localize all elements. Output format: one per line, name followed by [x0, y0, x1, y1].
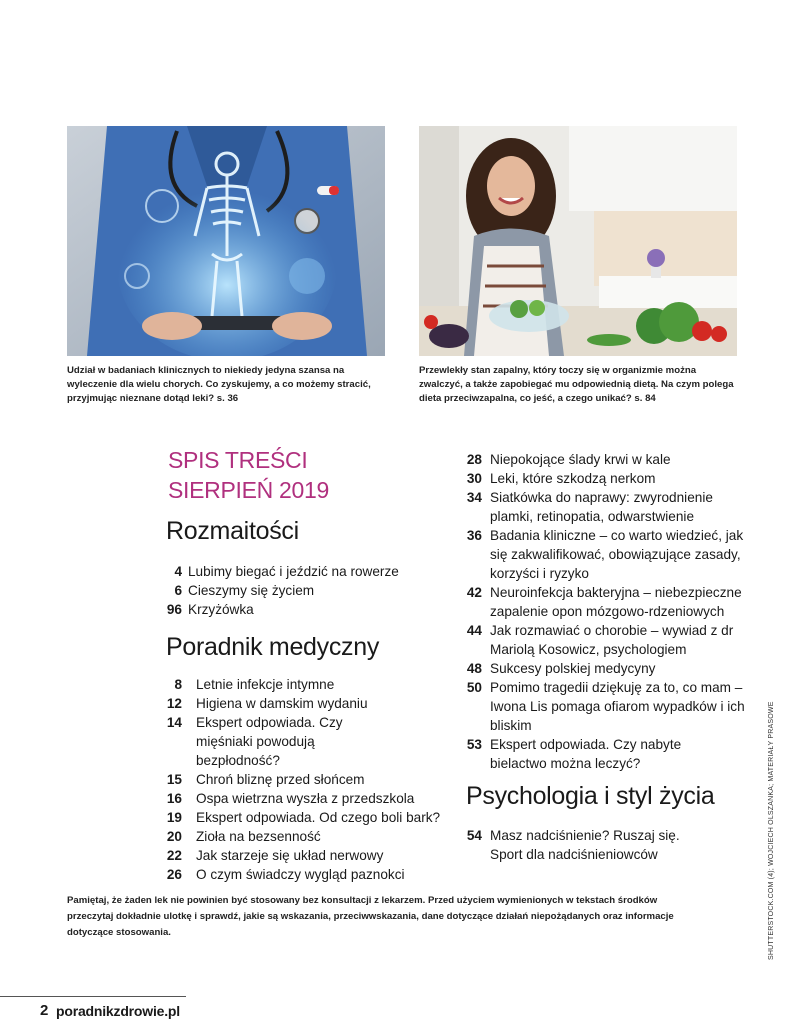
toc-page-number: 22: [166, 848, 182, 863]
toc-page-number: 6: [174, 583, 182, 598]
toc-page-number: 36: [466, 528, 482, 543]
toc-entry[interactable]: [464, 526, 754, 583]
medical-disclaimer: Pamiętaj, że żaden lek nie powinien być stosowany bez konsultacji z lekarzem. Przed użyciem wymienionych w tekstach środków przeczytaj dokładnie ulotkę i sprawdź, jakie są wskazania, przeciwwskazania, dane dotyczące działań niepożądanych oraz informacje dotyczące stosowania.: [67, 895, 674, 938]
toc-entry-title: Badania kliniczne – co warto wiedzieć, jak się zakwalifikować, obowiązujące zasady, korzyści i ryzyko: [490, 528, 744, 581]
toc-page-number: 34: [466, 490, 482, 505]
toc-page-number: 50: [466, 680, 482, 695]
toc-page-number: 42: [466, 585, 482, 600]
toc-page-number: 28: [466, 452, 482, 467]
toc-page-number: 48: [466, 661, 482, 676]
toc-entry-title: Sukcesy polskiej medycyny: [490, 661, 656, 676]
toc-entry[interactable]: [164, 865, 444, 884]
photo-caption-diet: Przewlekły stan zapalny, który toczy się w organizmie można zwalczyć, a także zapobiegać mu odpowiednią dietą. Na czym polega dieta przeciwzapalna, co jeść, a czego unikać? s. 84: [419, 365, 734, 404]
photo-clinical-trials: [67, 126, 385, 356]
photo-credits: SHUTTERSTOCK.COM (4); WOJCIECH OLSZANKA; MATERIAŁY PRASOWE: [768, 701, 775, 960]
toc-entry-title: Ekspert odpowiada. Czy mięśniaki powodują bezpłodność?: [196, 715, 343, 768]
toc-entry-title: Krzyżówka: [188, 602, 254, 617]
section-heading-psychologia: Psychologia i styl życia: [466, 782, 715, 810]
kitchen-woman-illustration: [419, 126, 737, 356]
footer-divider: [0, 996, 186, 997]
section-heading-rozmaitosci: Rozmaitości: [166, 517, 299, 545]
toc-entry[interactable]: [464, 450, 754, 469]
toc-entry-title: Pomimo tragedii dziękuję za to, co mam – Iwona Lis pomaga ofiarom wypadków i ich bliskim: [490, 680, 745, 733]
toc-list-poradnik-medyczny: [164, 675, 444, 884]
toc-entry-title: Leki, które szkodzą nerkom: [490, 471, 656, 486]
toc-entry-title: Letnie infekcje intymne: [196, 677, 335, 692]
toc-entry[interactable]: [164, 808, 444, 827]
toc-entry[interactable]: [464, 488, 754, 526]
photo-caption-clinical-trials: Udział w badaniach klinicznych to niekiedy jedyna szansa na wyleczenie dla wielu chorych. Co zyskujemy, a co możemy stracić, przyjmując nieznane dotąd leki? s. 36: [67, 365, 371, 404]
toc-page-number: 44: [466, 623, 482, 638]
toc-entry[interactable]: [464, 469, 754, 488]
toc-title: SPIS TREŚCI: [168, 447, 308, 473]
toc-entry-title: Chroń bliznę przed słońcem: [196, 772, 365, 787]
toc-issue-date: SIERPIEŃ 2019: [168, 477, 330, 503]
photo-anti-inflammatory-diet: [419, 126, 737, 356]
toc-list-poradnik-medyczny-continued: [464, 450, 754, 773]
toc-page-number: 16: [166, 791, 182, 806]
toc-entry-title: Siatkówka do naprawy: zwyrodnienie plamki, retinopatia, odwarstwienie: [490, 490, 713, 524]
toc-entry-title: Ekspert odpowiada. Czy nabyte bielactwo można leczyć?: [490, 737, 682, 771]
toc-entry[interactable]: [164, 846, 444, 865]
toc-page-number: 96: [166, 602, 182, 617]
toc-page-number: 20: [166, 829, 182, 844]
site-name[interactable]: poradnikzdrowie.pl: [56, 1003, 180, 1019]
toc-entry[interactable]: [164, 713, 444, 770]
toc-entry[interactable]: [464, 659, 754, 678]
toc-page-number: 26: [166, 867, 182, 882]
toc-page-number: 14: [166, 715, 182, 730]
toc-entry-title: Ekspert odpowiada. Od czego boli bark?: [196, 810, 441, 825]
toc-entry[interactable]: [164, 789, 444, 808]
toc-entry-title: Higiena w damskim wydaniu: [196, 696, 368, 711]
toc-page-number: 53: [466, 737, 482, 752]
toc-entry-title: Jak rozmawiać o chorobie – wywiad z dr Mariolą Kosowicz, psychologiem: [490, 623, 734, 657]
toc-entry-title: Neuroinfekcja bakteryjna – niebezpieczne zapalenie opon mózgowo-rdzeniowych: [490, 585, 742, 619]
toc-entry-title: Cieszymy się życiem: [188, 583, 315, 598]
toc-entry[interactable]: [464, 826, 734, 864]
page-number: 2: [40, 1002, 49, 1019]
doctor-hologram-illustration: [67, 126, 385, 356]
toc-entry-title: Masz nadciśnienie? Ruszaj się. Sport dla nadciśnieniowców: [490, 828, 680, 862]
toc-page-number: 54: [466, 828, 482, 843]
toc-entry[interactable]: [164, 562, 424, 581]
toc-entry-title: Ospa wietrzna wyszła z przedszkola: [196, 791, 415, 806]
toc-list-rozmaitosci: [164, 562, 424, 619]
toc-list-psychologia: [464, 826, 734, 864]
toc-entry[interactable]: [164, 581, 424, 600]
toc-entry[interactable]: [464, 621, 754, 659]
toc-entry-title: Niepokojące ślady krwi w kale: [490, 452, 671, 467]
section-heading-poradnik-medyczny: Poradnik medyczny: [166, 633, 380, 661]
toc-entry[interactable]: [164, 694, 444, 713]
toc-entry[interactable]: [164, 770, 444, 789]
toc-page-number: 4: [174, 564, 182, 579]
toc-entry[interactable]: [164, 675, 444, 694]
toc-entry[interactable]: [464, 735, 754, 773]
toc-entry[interactable]: [464, 583, 754, 621]
toc-entry[interactable]: [164, 600, 424, 619]
toc-page-number: 15: [166, 772, 182, 787]
toc-entry-title: Zioła na bezsenność: [196, 829, 321, 844]
toc-entry[interactable]: [464, 678, 754, 735]
toc-entry-title: O czym świadczy wygląd paznokci: [196, 867, 405, 882]
toc-entry[interactable]: [164, 827, 444, 846]
toc-entry-title: Jak starzeje się układ nerwowy: [196, 848, 384, 863]
toc-page-number: 12: [166, 696, 182, 711]
toc-page-number: 8: [174, 677, 182, 692]
toc-page-number: 19: [166, 810, 182, 825]
toc-entry-title: Lubimy biegać i jeździć na rowerze: [188, 564, 399, 579]
toc-page-number: 30: [466, 471, 482, 486]
